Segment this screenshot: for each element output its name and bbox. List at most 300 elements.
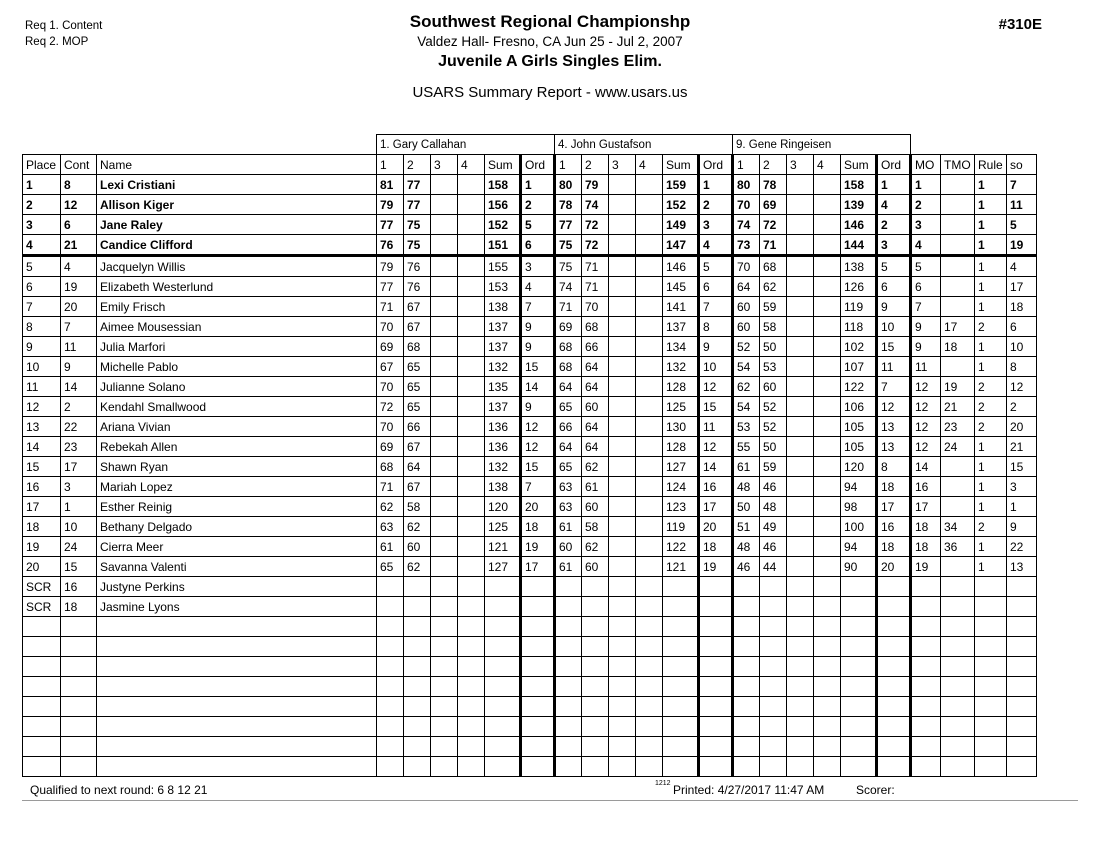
place-cell	[23, 637, 61, 657]
score-cell: 54	[733, 397, 760, 417]
so-cell: 13	[1007, 557, 1037, 577]
cont-cell: 24	[61, 537, 97, 557]
score-cell: 59	[760, 457, 787, 477]
sum-cell: 153	[485, 277, 521, 297]
score-cell: 53	[760, 357, 787, 377]
score-cell	[760, 717, 787, 737]
col-header-so: so	[1007, 155, 1037, 175]
ord-cell	[521, 677, 555, 697]
tmo-cell	[941, 357, 975, 377]
score-cell	[636, 215, 663, 235]
so-cell: 7	[1007, 175, 1037, 195]
score-cell	[609, 256, 636, 277]
sum-cell: 121	[663, 557, 699, 577]
score-cell	[787, 597, 814, 617]
cont-cell: 12	[61, 195, 97, 215]
name-cell: Elizabeth Westerlund	[97, 277, 377, 297]
sum-cell	[841, 637, 877, 657]
score-cell	[814, 737, 841, 757]
score-cell	[458, 215, 485, 235]
score-cell: 78	[555, 195, 582, 215]
score-cell	[458, 175, 485, 195]
score-cell	[787, 657, 814, 677]
score-cell: 71	[555, 297, 582, 317]
req2-label: Req 2. MOP	[25, 36, 89, 48]
score-cell	[377, 617, 404, 637]
sum-cell: 139	[841, 195, 877, 215]
score-cell	[814, 277, 841, 297]
sum-cell	[841, 697, 877, 717]
score-cell: 67	[404, 477, 431, 497]
so-cell: 8	[1007, 357, 1037, 377]
score-cell: 62	[733, 377, 760, 397]
ord-cell	[877, 597, 911, 617]
name-cell: Shawn Ryan	[97, 457, 377, 477]
col-header-score-3: 3	[787, 155, 814, 175]
score-cell	[555, 617, 582, 637]
score-cell: 79	[377, 195, 404, 215]
sum-cell: 146	[663, 256, 699, 277]
score-cell	[431, 235, 458, 256]
score-cell: 60	[760, 377, 787, 397]
report-number: #310E	[998, 16, 1042, 33]
name-cell	[97, 617, 377, 637]
rule-cell: 1	[975, 357, 1007, 377]
score-cell: 72	[582, 235, 609, 256]
so-cell: 20	[1007, 417, 1037, 437]
score-cell: 60	[733, 317, 760, 337]
tmo-cell: 18	[941, 337, 975, 357]
results-table	[22, 134, 1037, 777]
cont-cell: 3	[61, 477, 97, 497]
score-cell	[377, 637, 404, 657]
score-cell: 78	[760, 175, 787, 195]
score-cell	[582, 577, 609, 597]
score-cell	[404, 697, 431, 717]
score-cell	[760, 757, 787, 777]
score-cell: 50	[760, 337, 787, 357]
ord-cell: 15	[521, 457, 555, 477]
so-cell: 4	[1007, 256, 1037, 277]
ord-cell	[877, 717, 911, 737]
ord-cell: 5	[699, 256, 733, 277]
score-cell	[458, 517, 485, 537]
score-cell	[636, 477, 663, 497]
score-cell	[814, 195, 841, 215]
score-cell	[431, 697, 458, 717]
score-cell: 64	[582, 357, 609, 377]
score-cell	[787, 677, 814, 697]
table-row	[23, 175, 1037, 195]
score-cell: 65	[404, 377, 431, 397]
name-cell: Cierra Meer	[97, 537, 377, 557]
sum-cell: 128	[663, 377, 699, 397]
col-header-score-4: 4	[814, 155, 841, 175]
sum-cell: 105	[841, 417, 877, 437]
cont-cell: 7	[61, 317, 97, 337]
sum-cell	[663, 577, 699, 597]
place-cell	[23, 617, 61, 637]
score-cell: 77	[404, 175, 431, 195]
sum-cell	[485, 637, 521, 657]
rule-cell: 1	[975, 215, 1007, 235]
name-cell	[97, 677, 377, 697]
score-cell	[787, 215, 814, 235]
score-cell: 65	[555, 457, 582, 477]
score-cell	[431, 497, 458, 517]
ord-cell: 9	[521, 317, 555, 337]
score-cell	[404, 737, 431, 757]
tmo-cell: 36	[941, 537, 975, 557]
tmo-cell	[941, 215, 975, 235]
score-cell: 71	[760, 235, 787, 256]
sum-cell	[485, 717, 521, 737]
score-cell	[609, 717, 636, 737]
score-cell	[733, 657, 760, 677]
score-cell: 48	[733, 537, 760, 557]
sum-cell: 152	[485, 215, 521, 235]
sum-cell	[841, 597, 877, 617]
score-cell: 61	[555, 517, 582, 537]
name-cell	[97, 657, 377, 677]
col-header-mo: MO	[911, 155, 941, 175]
cont-cell: 15	[61, 557, 97, 577]
table-row	[23, 377, 1037, 397]
score-cell	[431, 737, 458, 757]
judge-name-3: 9. Gene Ringeisen	[733, 135, 911, 155]
score-cell	[582, 637, 609, 657]
score-cell	[458, 417, 485, 437]
score-cell: 67	[404, 297, 431, 317]
score-cell	[431, 517, 458, 537]
col-header-cont: Cont	[61, 155, 97, 175]
score-cell	[609, 437, 636, 457]
col-header-score-2: 2	[404, 155, 431, 175]
sum-cell: 119	[663, 517, 699, 537]
cont-cell: 16	[61, 577, 97, 597]
place-cell	[23, 737, 61, 757]
name-cell: Jasmine Lyons	[97, 597, 377, 617]
score-cell: 60	[582, 497, 609, 517]
so-cell	[1007, 737, 1037, 757]
ord-cell	[699, 597, 733, 617]
mo-cell: 3	[911, 215, 941, 235]
mo-cell: 12	[911, 377, 941, 397]
name-cell	[97, 737, 377, 757]
score-cell: 68	[582, 317, 609, 337]
score-cell	[404, 717, 431, 737]
score-cell	[814, 597, 841, 617]
name-cell: Mariah Lopez	[97, 477, 377, 497]
sum-cell	[663, 737, 699, 757]
place-cell	[23, 657, 61, 677]
ord-cell: 9	[699, 337, 733, 357]
ord-cell: 5	[877, 256, 911, 277]
score-cell	[636, 175, 663, 195]
score-cell	[609, 477, 636, 497]
score-cell	[555, 657, 582, 677]
ord-cell	[521, 757, 555, 777]
score-cell	[787, 457, 814, 477]
mo-cell	[911, 637, 941, 657]
score-cell: 76	[404, 256, 431, 277]
score-cell: 79	[582, 175, 609, 195]
championship-title: Southwest Regional Championshp	[409, 12, 691, 31]
score-cell	[458, 697, 485, 717]
tmo-cell	[941, 697, 975, 717]
mo-cell	[911, 577, 941, 597]
score-cell	[609, 235, 636, 256]
cont-cell	[61, 637, 97, 657]
ord-cell: 12	[699, 377, 733, 397]
sum-cell	[841, 657, 877, 677]
name-cell: Allison Kiger	[97, 195, 377, 215]
table-row	[23, 195, 1037, 215]
score-cell: 66	[582, 337, 609, 357]
ord-cell: 9	[877, 297, 911, 317]
score-cell: 70	[733, 195, 760, 215]
col-header-name: Name	[97, 155, 377, 175]
sum-cell	[663, 617, 699, 637]
cont-cell	[61, 657, 97, 677]
ord-cell	[521, 717, 555, 737]
score-cell: 74	[582, 195, 609, 215]
score-cell	[431, 215, 458, 235]
score-cell	[431, 317, 458, 337]
score-cell	[431, 277, 458, 297]
rule-cell: 1	[975, 297, 1007, 317]
ord-cell: 12	[521, 437, 555, 457]
score-cell	[458, 537, 485, 557]
rule-cell: 2	[975, 417, 1007, 437]
score-cell: 74	[733, 215, 760, 235]
rule-cell: 1	[975, 457, 1007, 477]
sum-cell: 136	[485, 437, 521, 457]
tmo-cell	[941, 175, 975, 195]
col-header-ord: Ord	[521, 155, 555, 175]
score-cell	[814, 397, 841, 417]
score-cell: 61	[733, 457, 760, 477]
table-row	[23, 597, 1037, 617]
cont-cell	[61, 617, 97, 637]
score-cell: 71	[582, 256, 609, 277]
sum-cell	[663, 597, 699, 617]
score-cell	[609, 317, 636, 337]
name-cell	[97, 697, 377, 717]
score-cell	[609, 677, 636, 697]
score-cell	[787, 497, 814, 517]
rule-cell	[975, 577, 1007, 597]
place-cell: 20	[23, 557, 61, 577]
score-cell: 58	[582, 517, 609, 537]
ord-cell: 18	[877, 477, 911, 497]
ord-cell	[877, 737, 911, 757]
score-cell	[582, 737, 609, 757]
ord-cell: 11	[699, 417, 733, 437]
rule-cell: 1	[975, 175, 1007, 195]
col-header-ord: Ord	[877, 155, 911, 175]
score-cell	[458, 277, 485, 297]
score-cell	[787, 477, 814, 497]
score-cell: 65	[377, 557, 404, 577]
mo-cell: 18	[911, 537, 941, 557]
tmo-cell: 34	[941, 517, 975, 537]
sum-cell	[485, 597, 521, 617]
so-cell	[1007, 757, 1037, 777]
score-cell	[377, 577, 404, 597]
cont-cell: 21	[61, 235, 97, 256]
name-cell: Michelle Pablo	[97, 357, 377, 377]
score-cell	[814, 697, 841, 717]
score-cell	[582, 617, 609, 637]
sum-cell	[663, 697, 699, 717]
footer-divider	[22, 800, 1078, 801]
score-cell	[458, 357, 485, 377]
sum-cell: 122	[841, 377, 877, 397]
score-cell: 69	[377, 337, 404, 357]
sum-cell	[485, 757, 521, 777]
mo-cell: 19	[911, 557, 941, 577]
col-header-score-1: 1	[377, 155, 404, 175]
score-cell: 70	[582, 297, 609, 317]
col-header-score-1: 1	[733, 155, 760, 175]
sum-cell: 130	[663, 417, 699, 437]
score-cell	[609, 357, 636, 377]
score-cell	[431, 195, 458, 215]
ord-cell: 10	[877, 317, 911, 337]
ord-cell: 6	[877, 277, 911, 297]
ord-cell: 3	[699, 215, 733, 235]
so-cell: 21	[1007, 437, 1037, 457]
place-cell: 18	[23, 517, 61, 537]
mo-cell	[911, 677, 941, 697]
tmo-cell	[941, 497, 975, 517]
tmo-cell	[941, 717, 975, 737]
mo-cell	[911, 597, 941, 617]
score-cell	[431, 597, 458, 617]
ord-cell: 1	[521, 175, 555, 195]
score-cell: 53	[733, 417, 760, 437]
sum-cell: 138	[485, 477, 521, 497]
score-cell	[555, 637, 582, 657]
ord-cell: 1	[877, 175, 911, 195]
score-cell	[636, 757, 663, 777]
ord-cell: 15	[877, 337, 911, 357]
sum-cell: 123	[663, 497, 699, 517]
score-cell	[733, 617, 760, 637]
score-cell	[609, 175, 636, 195]
sum-cell: 98	[841, 497, 877, 517]
sum-cell: 134	[663, 337, 699, 357]
place-cell: 8	[23, 317, 61, 337]
place-cell: 17	[23, 497, 61, 517]
sum-cell: 147	[663, 235, 699, 256]
score-cell: 77	[377, 277, 404, 297]
score-cell	[636, 457, 663, 477]
place-cell: 3	[23, 215, 61, 235]
sum-cell: 149	[663, 215, 699, 235]
score-cell: 64	[404, 457, 431, 477]
score-cell: 69	[377, 437, 404, 457]
score-cell: 60	[555, 537, 582, 557]
score-cell: 72	[377, 397, 404, 417]
score-cell	[787, 637, 814, 657]
sum-cell: 126	[841, 277, 877, 297]
ord-cell	[699, 577, 733, 597]
rule-cell: 1	[975, 437, 1007, 457]
mo-cell: 16	[911, 477, 941, 497]
score-cell	[636, 637, 663, 657]
sum-cell	[663, 637, 699, 657]
score-cell	[636, 717, 663, 737]
sum-cell: 128	[663, 437, 699, 457]
ord-cell	[699, 717, 733, 737]
score-cell	[431, 297, 458, 317]
sum-cell: 107	[841, 357, 877, 377]
score-cell: 51	[733, 517, 760, 537]
score-cell: 65	[555, 397, 582, 417]
place-cell	[23, 717, 61, 737]
score-cell	[458, 597, 485, 617]
ord-cell: 10	[699, 357, 733, 377]
score-cell	[609, 757, 636, 777]
score-cell	[377, 737, 404, 757]
score-cell: 65	[404, 357, 431, 377]
table-row	[23, 297, 1037, 317]
ord-cell: 14	[699, 457, 733, 477]
score-cell	[814, 757, 841, 777]
tmo-cell	[941, 297, 975, 317]
score-cell	[733, 577, 760, 597]
score-cell: 58	[760, 317, 787, 337]
place-cell: 9	[23, 337, 61, 357]
score-cell: 61	[377, 537, 404, 557]
ord-cell: 7	[699, 297, 733, 317]
score-cell: 76	[377, 235, 404, 256]
mo-cell: 9	[911, 317, 941, 337]
mo-cell: 4	[911, 235, 941, 256]
name-cell: Lexi Cristiani	[97, 175, 377, 195]
so-cell: 10	[1007, 337, 1037, 357]
score-cell	[377, 597, 404, 617]
cont-cell: 20	[61, 297, 97, 317]
score-cell	[404, 577, 431, 597]
sum-cell: 127	[663, 457, 699, 477]
sum-cell	[485, 657, 521, 677]
so-cell: 18	[1007, 297, 1037, 317]
cont-cell: 4	[61, 256, 97, 277]
score-cell	[814, 235, 841, 256]
score-cell	[636, 437, 663, 457]
place-cell: 6	[23, 277, 61, 297]
rule-cell: 1	[975, 477, 1007, 497]
score-cell	[760, 637, 787, 657]
tmo-cell: 23	[941, 417, 975, 437]
score-cell	[555, 577, 582, 597]
rule-cell: 1	[975, 557, 1007, 577]
rule-cell: 2	[975, 517, 1007, 537]
sum-cell: 138	[485, 297, 521, 317]
place-cell: 5	[23, 256, 61, 277]
place-cell: 1	[23, 175, 61, 195]
score-cell: 68	[377, 457, 404, 477]
sum-cell: 90	[841, 557, 877, 577]
so-cell: 9	[1007, 517, 1037, 537]
score-cell	[458, 637, 485, 657]
sum-cell: 158	[841, 175, 877, 195]
cont-cell: 17	[61, 457, 97, 477]
score-cell	[733, 637, 760, 657]
